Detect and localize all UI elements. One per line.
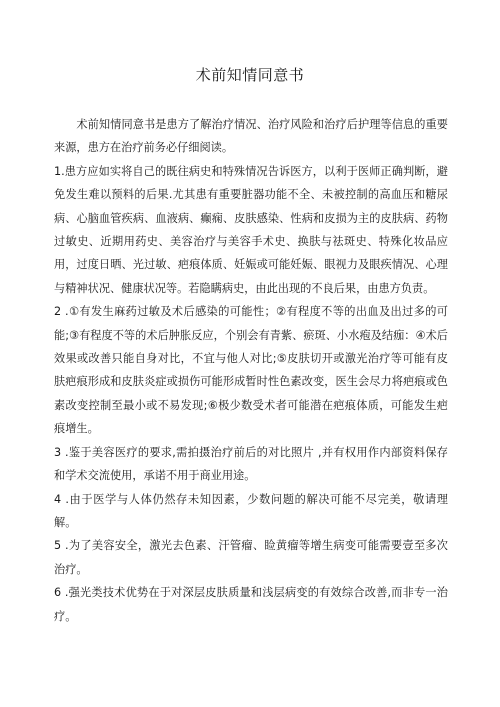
clause-1: 1.患方应如实将自己的既往病史和特殊情况告诉医方，以利于医师正确判断，避免发生难以预料的后果.尤其患有重要脏器功能不全、未被控制的高血压和糖尿病、心脑血管疾病、血液病、癫痫、皮肤感染、性病和皮损为主的皮肤病、药物过敏史、近期用药史、美容治疗与美容手术史、换肤与祛斑史、特殊化妆品应用，过度日晒、光过敏、疤痕体质、妊娠或可能妊娠、眼视力及眼疾情况、心理与精神状况、健康状况等。若隐瞒病史，由此出现的不良后果，由患方负责。: [54, 164, 448, 295]
clause-6: 6 .强光类技术优势在于对深层皮肤质量和浅层病变的有效综合改善,而非专一治疗。: [54, 586, 448, 623]
clause-3: 3 .鉴于美容医疗的要求,需拍摄治疗前后的对比照片 ,并有权用作内部资料保存和学术交流使用，承诺不用于商业用途。: [54, 445, 448, 483]
intro-paragraph: 术前知情同意书是患方了解治疗情况、治疗风险和治疗后护理等信息的重要来源，患方在治疗前务必仔细阅读。: [54, 118, 448, 155]
clause-2: 2 .①有发生麻药过敏及术后感染的可能性；②有程度不等的出血及出过多的可能;③有程度不等的术后肿胀反应，个别会有青紫、瘀斑、小水疱及结痂：④术后效果或改善只能自身对比，不宜与他人对比;⑤皮肤切开或激光治疗等可能有皮肤疤痕形成和皮肤炎症或损伤可能形成暂时性色素改变，医生会尽力将疤痕或色素改变控制至最小或不易发现;⑥极少数受术者可能潜在疤痕体质，可能发生疤痕增生。: [54, 305, 448, 436]
clause-5: 5 .为了美容安全，激光去色素、汗管瘤、睑黄瘤等增生病变可能需要壹至多次治疗。: [54, 539, 448, 576]
document-title: 术前知情同意书: [195, 66, 305, 84]
clause-4: 4 .由于医学与人体仍然存未知因素，少数问题的解决可能不尽完美，敬请理解。: [54, 492, 448, 529]
document-body: [54, 113, 448, 628]
